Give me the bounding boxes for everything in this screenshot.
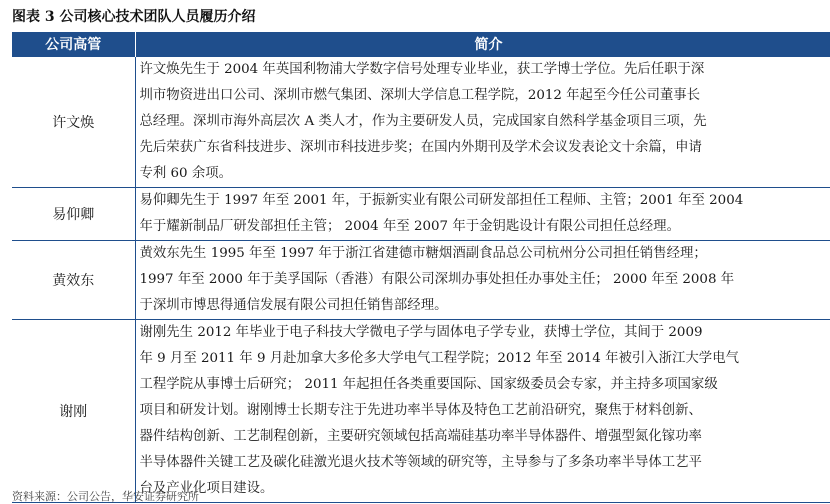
executive-name: 谢刚 — [12, 320, 135, 503]
table-row — [12, 57, 830, 188]
intro-line: 黄效东先生 1995 年至 1997 年于浙江省建德市糖烟酒副食品总公司杭州分公司担任销售经理； — [140, 241, 830, 267]
source-note: 资料来源：公司公告，华安证券研究所 — [12, 488, 199, 504]
intro-line: 年于耀新制品厂研发部担任主管； 2004 年至 2007 年于金钥匙设计有限公司担任总经理。 — [140, 214, 830, 240]
table-header-row — [12, 32, 830, 57]
intro-line: 谢刚先生 2012 年毕业于电子科技大学微电子学与固体电子学专业，获博士学位，其间于 2009 — [140, 320, 830, 346]
header-introduction: 简介 — [135, 32, 830, 57]
executive-name: 易仰卿 — [12, 188, 135, 241]
intro-line: 许文焕先生于 2004 年英国利物浦大学数字信号处理专业毕业，获工学博士学位。先后任职于深 — [140, 57, 830, 83]
intro-line: 台及产业化项目建设。 — [140, 476, 830, 502]
intro-line: 先后荣获广东省科技进步、深圳市科技进步奖；在国内外期刊及学术会议发表论文十余篇，申请 — [140, 135, 830, 161]
intro-line: 工程学院从事博士后研究； 2011 年起担任各类重要国际、国家级委员会专家，并主持多项国家级 — [140, 372, 830, 398]
intro-line: 半导体器件关键工艺及碳化硅激光退火技术等领域的研究等，主导参与了多条功率半导体工艺平 — [140, 450, 830, 476]
intro-line: 总经理。深圳市海外高层次 A 类人才，作为主要研发人员，完成国家自然科学基金项目三项，先 — [140, 109, 830, 135]
intro-line: 1997 年至 2000 年于美孚国际（香港）有限公司深圳办事处担任办事处主任； 2000 年至 2008 年 — [140, 267, 830, 293]
intro-line: 圳市物资进出口公司、深圳市燃气集团、深圳大学信息工程学院，2012 年起至今任公司董事长 — [140, 83, 830, 109]
executive-name: 黄效东 — [12, 241, 135, 320]
header-executive: 公司高管 — [12, 32, 135, 57]
executive-name: 许文焕 — [12, 57, 135, 188]
table-row — [12, 320, 830, 503]
executive-intro — [135, 320, 830, 503]
table-row — [12, 188, 830, 241]
executive-intro — [135, 57, 830, 188]
executive-intro — [135, 241, 830, 320]
figure-title: 图表 3 公司核心技术团队人员履历介绍 — [12, 6, 256, 28]
intro-line: 年 9 月至 2011 年 9 月赴加拿大多伦多大学电气工程学院；2012 年至 2014 年被引入浙江大学电气 — [140, 346, 830, 372]
intro-line: 易仰卿先生于 1997 年至 2001 年，于振新实业有限公司研发部担任工程师、主管；2001 年至 2004 — [140, 188, 830, 214]
executive-intro — [135, 188, 830, 241]
intro-line: 于深圳市博思得通信发展有限公司担任销售部经理。 — [140, 293, 830, 319]
intro-line: 项目和研发计划。谢刚博士长期专注于先进功率半导体及特色工艺前沿研究，聚焦于材料创新、 — [140, 398, 830, 424]
intro-line: 专利 60 余项。 — [140, 161, 830, 187]
team-table — [12, 32, 830, 503]
intro-line: 器件结构创新、工艺制程创新，主要研究领域包括高端硅基功率半导体器件、增强型氮化镓功率 — [140, 424, 830, 450]
table-row — [12, 241, 830, 320]
